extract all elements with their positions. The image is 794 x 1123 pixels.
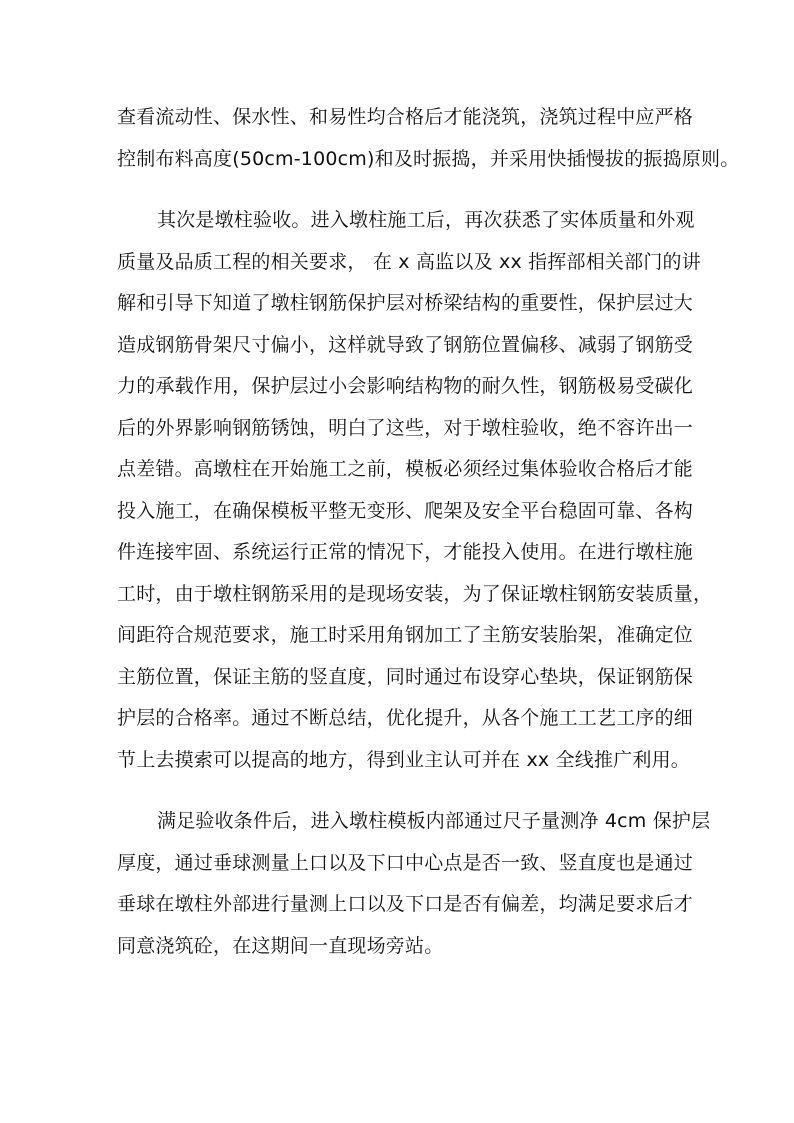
text-line: 厚度，通过垂球测量上口以及下口中心点是否一致、竖直度也是通过 <box>117 852 694 874</box>
text-line: 垂球在墩柱外部进行量测上口以及下口是否有偏差，均满足要求后才 <box>117 893 694 915</box>
text-line: 护层的合格率。通过不断总结，优化提升，从各个施工工艺工序的细 <box>117 707 694 729</box>
text-line: 同意浇筑砼，在这期间一直现场旁站。 <box>117 935 444 957</box>
text-line: 查看流动性、保水性、和易性均合格后才能浇筑，浇筑过程中应严格 <box>117 106 694 128</box>
text-line: 解和引导下知道了墩柱钢筋保护层对桥梁结构的重要性，保护层过大 <box>117 292 694 314</box>
text-line: 后的外界影响钢筋锈蚀，明白了这些，对于墩柱验收，绝不容许出一 <box>117 417 694 439</box>
text-line: 投入施工，在确保模板平整无变形、爬架及安全平台稳固可靠、各构 <box>117 500 694 522</box>
text-line: 其次是墩柱验收。进入墩柱施工后，再次获悉了实体质量和外观 <box>157 209 695 231</box>
text-line: 质量及品质工程的相关要求， 在 x 高监以及 xx 指挥部相关部门的讲 <box>117 251 701 273</box>
text-line: 满足验收条件后，进入墩柱模板内部通过尺子量测净 4cm 保护层 <box>157 810 711 832</box>
text-line: 造成钢筋骨架尺寸偏小，这样就导致了钢筋位置偏移、减弱了钢筋受 <box>117 334 694 356</box>
text-line: 间距符合规范要求，施工时采用角钢加工了主筋安装胎架，准确定位 <box>117 624 694 646</box>
text-line: 点差错。高墩柱在开始施工之前，模板必须经过集体验收合格后才能 <box>117 458 694 480</box>
text-line: 工时，由于墩柱钢筋采用的是现场安装，为了保证墩柱钢筋安装质量， <box>117 583 713 605</box>
text-line: 力的承载作用，保护层过小会影响结构物的耐久性，钢筋极易受碳化 <box>117 375 694 397</box>
text-line: 控制布料高度(50cm-100cm)和及时振捣，并采用快插慢拔的振捣原则。 <box>117 148 740 170</box>
text-line: 件连接牢固、系统运行正常的情况下，才能投入使用。在进行墩柱施 <box>117 541 694 563</box>
text-line: 节上去摸索可以提高的地方，得到业主认可并在 xx 全线推广利用。 <box>117 749 690 771</box>
text-line: 主筋位置，保证主筋的竖直度，同时通过布设穿心垫块，保证钢筋保 <box>117 666 694 688</box>
